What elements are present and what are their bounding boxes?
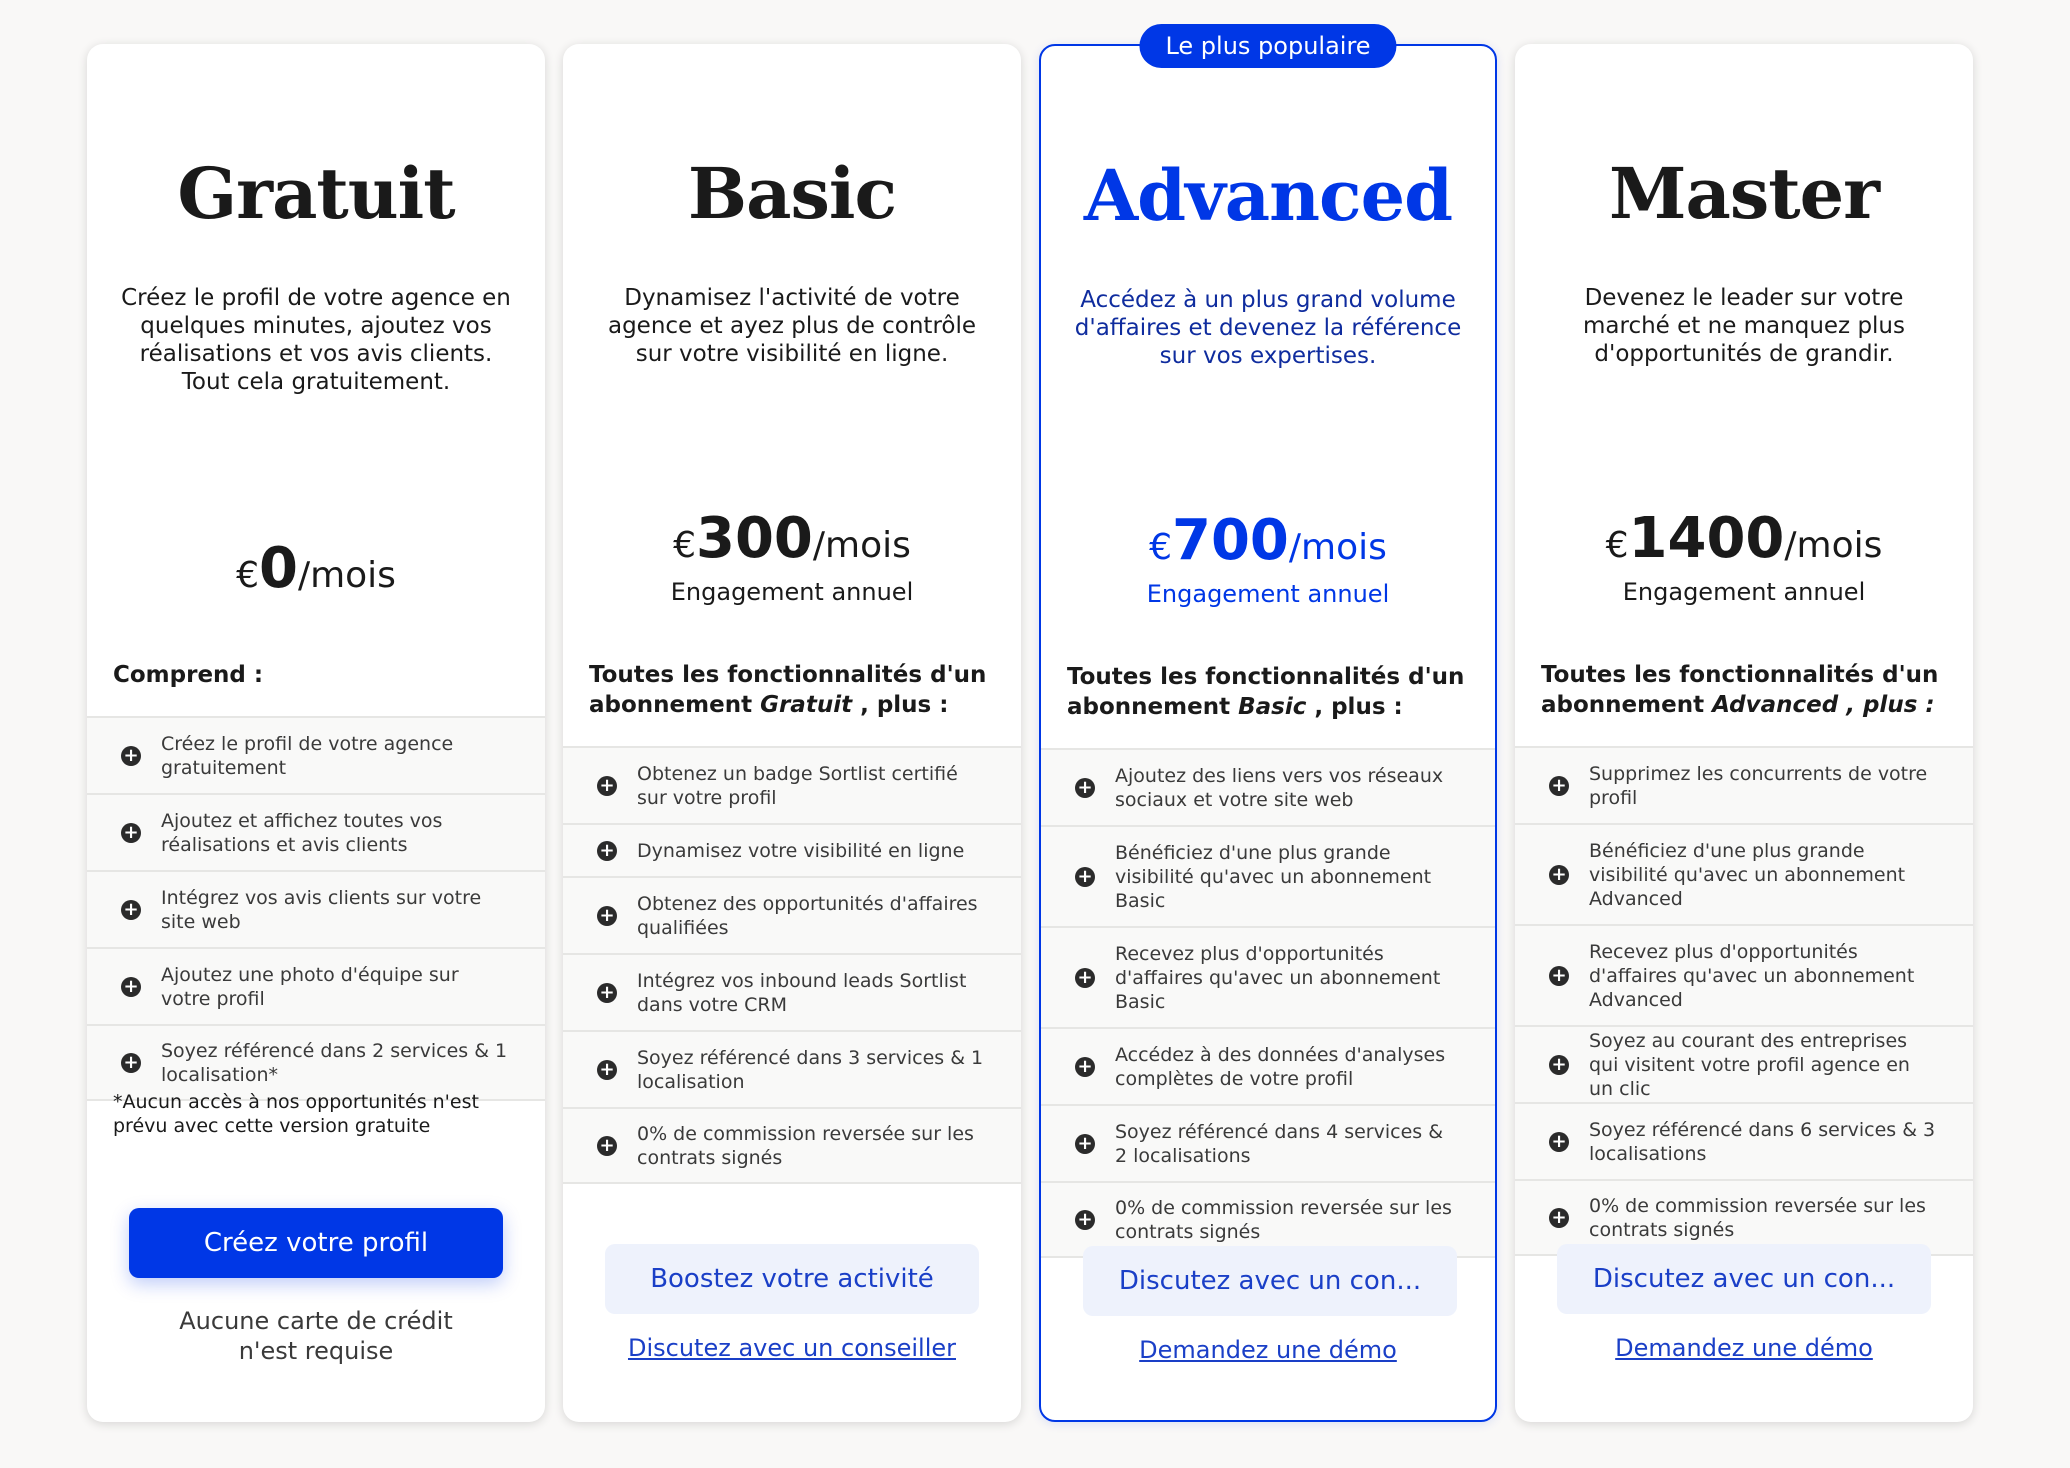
feature-item bbox=[563, 1107, 1021, 1184]
plan-card-basic bbox=[563, 44, 1021, 1422]
plan-name: Gratuit bbox=[177, 152, 455, 235]
price-period: /mois bbox=[1288, 527, 1387, 568]
plan-description: Créez le profil de votre agence en quelques minutes, ajoutez vos réalisations et vos avis clients. Tout cela gratuitement. bbox=[121, 285, 511, 395]
feature-item bbox=[1515, 746, 1973, 823]
feature-item bbox=[563, 746, 1021, 823]
plus-circle-icon: + bbox=[1549, 776, 1569, 796]
plus-circle-icon: + bbox=[1549, 1208, 1569, 1228]
feature-item bbox=[87, 870, 545, 947]
commitment-label: Engagement annuel bbox=[670, 578, 914, 606]
plan-name: Master bbox=[1608, 152, 1879, 235]
feature-item bbox=[1041, 1104, 1495, 1181]
feature-item bbox=[87, 947, 545, 1024]
feature-text: Intégrez vos inbound leads Sortlist dans votre CRM bbox=[637, 969, 967, 1016]
plan-description: Dynamisez l'activité de votre agence et ayez plus de contrôle sur votre visibilité en ligne. bbox=[607, 285, 977, 367]
price-currency: € bbox=[1605, 525, 1629, 566]
feature-text: Soyez au courant des entreprises qui visitent votre profil agence en un clic bbox=[1589, 1029, 1910, 1100]
feature-text: Recevez plus d'opportunités d'affaires qu'avec un abonnement Advanced bbox=[1589, 940, 1915, 1011]
includes-plan-name: Advanced bbox=[1712, 692, 1839, 718]
feature-text: Ajoutez des liens vers vos réseaux sociaux et votre site web bbox=[1115, 764, 1444, 811]
create-profile-button[interactable]: Créez votre profil bbox=[129, 1208, 503, 1278]
plus-circle-icon: + bbox=[1549, 966, 1569, 986]
feature-text: Bénéficiez d'une plus grande visibilité qu'avec un abonnement Advanced bbox=[1589, 839, 1906, 910]
most-popular-badge: Le plus populaire bbox=[1139, 24, 1396, 68]
plus-circle-icon: + bbox=[1075, 1134, 1095, 1154]
price-period: /mois bbox=[297, 555, 396, 596]
plan-description: Devenez le leader sur votre marché et ne manquez plus d'opportunités de grandir. bbox=[1583, 285, 1905, 367]
talk-to-advisor-button[interactable]: Discutez avec un con... bbox=[1083, 1246, 1457, 1316]
price-currency: € bbox=[673, 525, 696, 566]
feature-item bbox=[563, 1030, 1021, 1107]
feature-item bbox=[1515, 924, 1973, 1025]
price-amount: 300 bbox=[696, 506, 813, 571]
plus-circle-icon: + bbox=[1075, 1210, 1095, 1230]
no-credit-card-text: Aucune carte de crédit n'est requise bbox=[179, 1307, 453, 1365]
plus-circle-icon: + bbox=[597, 906, 617, 926]
includes-title: Toutes les fonctionnalités d'un abonnement Basic , plus : bbox=[1067, 664, 1465, 720]
plan-price bbox=[563, 506, 1021, 571]
plus-circle-icon: + bbox=[121, 823, 141, 843]
plus-circle-icon: + bbox=[597, 1136, 617, 1156]
plus-circle-icon: + bbox=[1549, 1132, 1569, 1152]
plus-circle-icon: + bbox=[121, 977, 141, 997]
plus-circle-icon: + bbox=[1075, 867, 1095, 887]
plus-circle-icon: + bbox=[121, 746, 141, 766]
feature-item bbox=[1515, 1025, 1973, 1102]
includes-title: Toutes les fonctionnalités d'un abonnement Advanced , plus : bbox=[1541, 662, 1939, 718]
plan-price bbox=[1515, 506, 1973, 571]
feature-text: Soyez référencé dans 6 services & 3 localisations bbox=[1589, 1118, 1936, 1165]
talk-to-advisor-button[interactable]: Discutez avec un con... bbox=[1557, 1244, 1931, 1314]
feature-list bbox=[1041, 748, 1495, 1258]
feature-text: 0% de commission reversée sur les contrats signés bbox=[1589, 1194, 1926, 1241]
price-period: /mois bbox=[812, 525, 911, 566]
plus-circle-icon: + bbox=[597, 841, 617, 861]
talk-to-advisor-link[interactable]: Discutez avec un conseiller bbox=[627, 1334, 956, 1362]
feature-item bbox=[1041, 926, 1495, 1027]
feature-text: Recevez plus d'opportunités d'affaires qu'avec un abonnement Basic bbox=[1115, 942, 1441, 1013]
feature-item bbox=[1041, 748, 1495, 825]
plus-circle-icon: + bbox=[121, 1053, 141, 1073]
feature-text: Soyez référencé dans 2 services & 1 localisation* bbox=[161, 1039, 508, 1086]
includes-title: Comprend : bbox=[113, 662, 264, 688]
plan-name: Basic bbox=[687, 152, 897, 235]
price-amount: 0 bbox=[258, 536, 298, 601]
feature-item bbox=[1041, 1027, 1495, 1104]
free-plan-note: *Aucun accès à nos opportunités n'est prévu avec cette version gratuite bbox=[113, 1091, 479, 1137]
plus-circle-icon: + bbox=[1075, 1057, 1095, 1077]
plan-name: Advanced bbox=[1083, 154, 1453, 237]
feature-item bbox=[87, 793, 545, 870]
feature-text: Supprimez les concurrents de votre profil bbox=[1589, 762, 1928, 809]
feature-item bbox=[87, 716, 545, 793]
price-period: /mois bbox=[1784, 525, 1883, 566]
feature-item bbox=[1041, 825, 1495, 926]
price-currency: € bbox=[236, 555, 259, 596]
plus-circle-icon: + bbox=[1075, 968, 1095, 988]
feature-list bbox=[563, 746, 1021, 1184]
feature-list bbox=[1515, 746, 1973, 1256]
feature-text: Obtenez un badge Sortlist certifié sur votre profil bbox=[637, 762, 958, 809]
feature-text: Créez le profil de votre agence gratuitement bbox=[161, 732, 454, 779]
price-amount: 700 bbox=[1172, 508, 1289, 573]
feature-text: 0% de commission reversée sur les contrats signés bbox=[637, 1122, 974, 1169]
feature-text: Ajoutez et affichez toutes vos réalisations et avis clients bbox=[161, 809, 443, 856]
commitment-label: Engagement annuel bbox=[1622, 578, 1866, 606]
plan-card-gratuit bbox=[87, 44, 545, 1422]
feature-text: Ajoutez une photo d'équipe sur votre profil bbox=[161, 963, 459, 1010]
boost-activity-button[interactable]: Boostez votre activité bbox=[605, 1244, 979, 1314]
feature-item bbox=[1515, 823, 1973, 924]
plus-circle-icon: + bbox=[597, 776, 617, 796]
plan-card-advanced bbox=[1039, 32, 1497, 1422]
feature-item bbox=[563, 953, 1021, 1030]
plan-price bbox=[1041, 508, 1495, 573]
includes-title: Toutes les fonctionnalités d'un abonnement Gratuit , plus : bbox=[589, 662, 987, 718]
feature-text: Intégrez vos avis clients sur votre site web bbox=[161, 886, 482, 933]
price-currency: € bbox=[1149, 527, 1172, 568]
plus-circle-icon: + bbox=[121, 900, 141, 920]
feature-item bbox=[1515, 1102, 1973, 1179]
feature-text: Bénéficiez d'une plus grande visibilité qu'avec un abonnement Basic bbox=[1115, 841, 1432, 912]
request-demo-link[interactable]: Demandez une démo bbox=[1615, 1334, 1873, 1362]
feature-text: Soyez référencé dans 3 services & 1 localisation bbox=[637, 1046, 984, 1093]
plan-description: Accédez à un plus grand volume d'affaires et devenez la référence sur vos expertises. bbox=[1074, 287, 1462, 369]
commitment-label: Engagement annuel bbox=[1146, 580, 1390, 608]
feature-text: Dynamisez votre visibilité en ligne bbox=[637, 839, 965, 862]
plus-circle-icon: + bbox=[1075, 778, 1095, 798]
plus-circle-icon: + bbox=[597, 983, 617, 1003]
plan-card-master bbox=[1515, 44, 1973, 1422]
feature-text: Accédez à des données d'analyses complètes de votre profil bbox=[1115, 1043, 1446, 1090]
feature-item bbox=[563, 876, 1021, 953]
request-demo-link[interactable]: Demandez une démo bbox=[1139, 1336, 1397, 1364]
price-amount: 1400 bbox=[1628, 506, 1785, 571]
feature-text: Obtenez des opportunités d'affaires qualifiées bbox=[637, 892, 978, 939]
feature-text: 0% de commission reversée sur les contrats signés bbox=[1115, 1196, 1452, 1243]
feature-text: Soyez référencé dans 4 services & 2 localisations bbox=[1115, 1120, 1444, 1167]
plan-price bbox=[87, 536, 545, 601]
includes-plan-name: Basic bbox=[1238, 694, 1307, 720]
plus-circle-icon: + bbox=[1549, 1055, 1569, 1075]
feature-list bbox=[87, 716, 545, 1101]
plus-circle-icon: + bbox=[597, 1060, 617, 1080]
includes-plan-name: Gratuit bbox=[760, 692, 853, 718]
feature-item bbox=[563, 823, 1021, 876]
plus-circle-icon: + bbox=[1549, 865, 1569, 885]
